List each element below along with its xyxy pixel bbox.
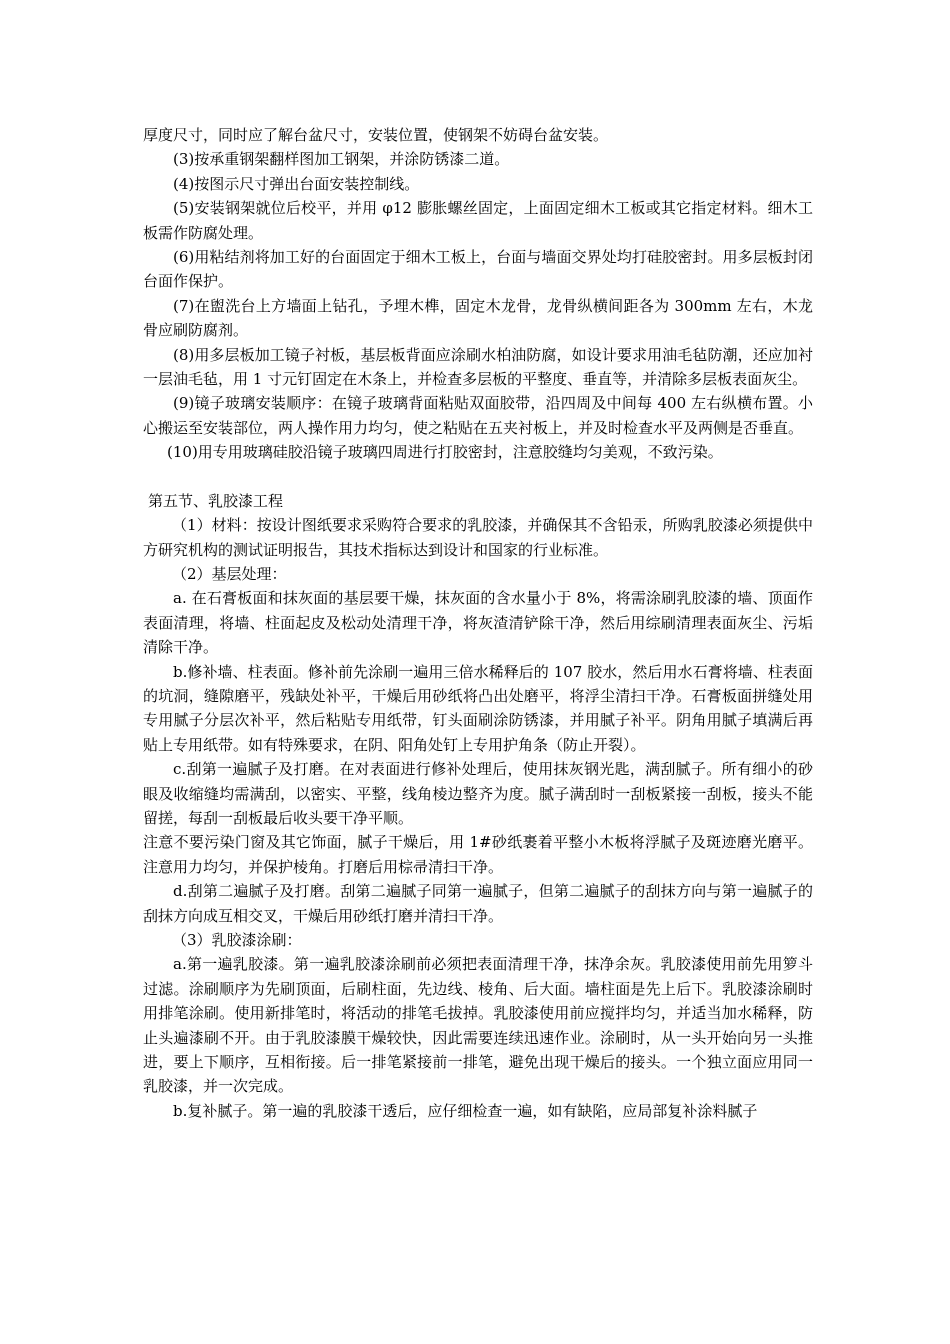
paragraph: 注意不要污染门窗及其它饰面，腻子干燥后，用 1#砂纸裹着平整小木板将浮腻子及斑迹磨光磨平。注意用力均匀，并保护棱角。打磨后用棕帚清扫干净。 <box>143 833 813 876</box>
paragraph: （1）材料：按设计图纸要求采购符合要求的乳胶漆，并确保其不含铅汞，所购乳胶漆必须提供中方研究机构的测试证明报告，其技术指标达到设计和国家的行业标准。 <box>143 516 813 559</box>
paragraph: b.修补墙、柱表面。修补前先涂刷一遍用三倍水稀释后的 107 胶水，然后用水石膏将墙、柱表面的坑洞，缝隙磨平，残缺处补平，干燥后用砂纸将凸出处磨平，将浮尘清扫干净。石膏板面拼缝处用专用腻子分层次补平，然后粘贴专用纸带，钉头面刷涂防锈漆，并用腻子补平。阴角用腻子填满后再贴上专用纸带。如有特殊要求，在阴、阳角处钉上专用护角条（防止开裂）。 <box>143 662 813 754</box>
paragraph: a.第一遍乳胶漆。第一遍乳胶漆涂刷前必须把表面清理干净，抹净余灰。乳胶漆使用前先用箩斗过滤。涂刷顺序为先刷顶面，后刷柱面，先边线、棱角、后大面。墙柱面是先上后下。乳胶漆涂刷时用排笔涂刷。使用新排笔时，将活动的排笔毛拔掉。乳胶漆使用前应搅拌均匀，并适当加水稀释，防止头遍漆刷不开。由于乳胶漆膜干燥较快，因此需要连续迅速作业。涂刷时，从一头开始向另一头推进，要上下顺序，互相衔接。后一排笔紧接前一排笔，避免出现干燥后的接头。一个独立面应用同一乳胶漆，并一次完成。 <box>143 955 813 1096</box>
paragraph: c.刮第一遍腻子及打磨。在对表面进行修补处理后，使用抹灰钢光匙，满刮腻子。所有细小的砂眼及收缩缝均需满刮，以密实、平整，线角棱边整齐为度。腻子满刮时一刮板紧接一刮板，接头不能留搓，每刮一刮板最后收头要干净平顺。 <box>143 760 813 827</box>
paragraph: b.复补腻子。第一遍的乳胶漆干透后，应仔细检查一遍，如有缺陷，应局部复补涂料腻子 <box>173 1101 758 1120</box>
paragraph: (6)用粘结剂将加工好的台面固定于细木工板上，台面与墙面交界处均打硅胶密封。用多层板封闭台面作保护。 <box>143 248 813 291</box>
paragraph: a. 在石膏板面和抹灰面的基层要干燥，抹灰面的含水量小于 8%，将需涂刷乳胶漆的墙、顶面作表面清理，将墙、柱面起皮及松动处清理干净，将灰渣清铲除干净，然后用综刷清理表面灰尘、污垢清除干净。 <box>143 589 813 657</box>
section-title: 第五节、乳胶漆工程 <box>148 491 284 510</box>
paragraph: （3）乳胶漆涂刷： <box>172 931 302 949</box>
paragraph: (10)用专用玻璃硅胶沿镜子玻璃四周进行打胶密封，注意胶缝均匀美观，不致污染。 <box>167 443 723 462</box>
paragraph: (5)安装钢架就位后校平，并用 φ12 膨胀螺丝固定，上面固定细木工板或其它指定材料。细木工板需作防腐处理。 <box>143 199 813 242</box>
paragraph: (9)镜子玻璃安装顺序：在镜子玻璃背面粘贴双面胶带，沿四周及中间每 400 左右纵横布置。小心搬运至安装部位，两人操作用力均匀，使之粘贴在五夹衬板上，并及时检查水平及两侧是否垂直。 <box>143 394 813 437</box>
paragraph: (7)在盥洗台上方墙面上钻孔，予埋木榫，固定木龙骨，龙骨纵横间距各为 300mm 左右，木龙骨应刷防腐剂。 <box>143 296 813 340</box>
paragraph: (8)用多层板加工镜子衬板，基层板背面应涂刷水柏油防腐，如设计要求用油毛毡防潮，还应加衬一层油毛毡，用 1 寸元钉固定在木条上，并检查多层板的平整度、垂直等，并清除多层板表面灰尘。 <box>143 345 813 389</box>
paragraph: 厚度尺寸，同时应了解台盆尺寸，安装位置，使钢架不妨碍台盆安装。 <box>143 126 609 144</box>
paragraph: d.刮第二遍腻子及打磨。刮第二遍腻子同第一遍腻子，但第二遍腻子的刮抹方向与第一遍腻子的刮抹方向成互相交叉，干燥后用砂纸打磨并清扫干净。 <box>143 882 813 925</box>
paragraph: (4)按图示尺寸弹出台面安装控制线。 <box>173 174 420 193</box>
paragraph: （2）基层处理： <box>172 564 287 583</box>
document-body <box>143 123 813 1123</box>
paragraph: (3)按承重钢架翻样图加工钢架，并涂防锈漆二道。 <box>173 150 510 169</box>
spacer <box>143 465 813 489</box>
